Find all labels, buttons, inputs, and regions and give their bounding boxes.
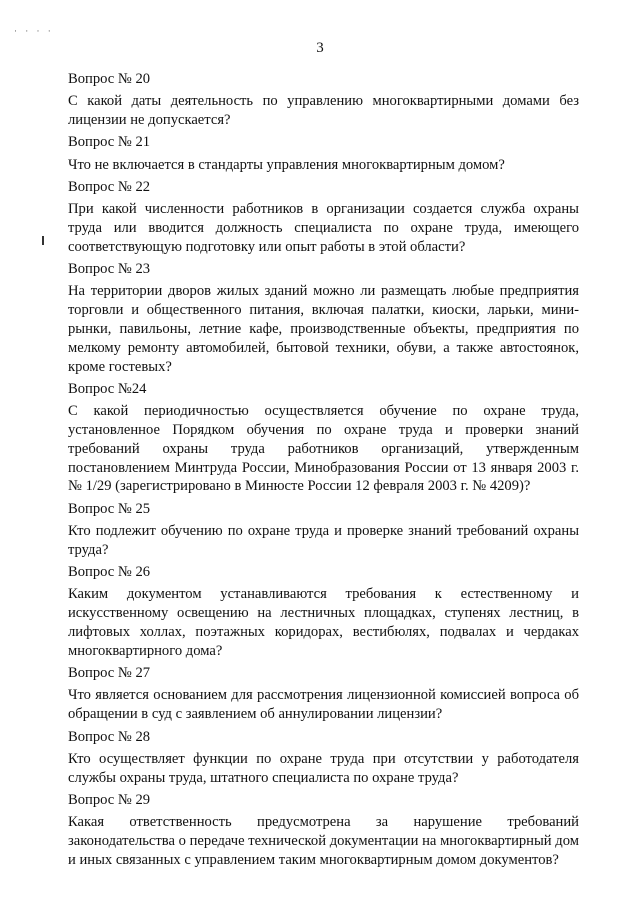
question-text: С какой периодичностью осуществляется обучение по охране труда, установленное Порядком обучения по охране труда и проверки знаний требований охраны труда работников организаций, утвержденным постановлением Минтруда России, Минобразования России от 13 января 2003 г. № 1/29 (зарегистрировано в Минюсте России 12 февраля 2003 г. № 4209)? bbox=[68, 403, 579, 495]
question-list bbox=[68, 70, 579, 873]
question-label: Вопрос № 27 bbox=[68, 665, 151, 682]
question-item bbox=[68, 70, 579, 130]
question-label: Вопрос №24 bbox=[68, 380, 147, 397]
question-text: Какая ответственность предусмотрена за нарушение требований законодательства о передаче технической документации на многоквартирный дом и иных связанных с управлением таким многоквартирным домом документов? bbox=[68, 814, 579, 868]
question-text: На территории дворов жилых зданий можно ли размещать любые предприятия торговли и общественного питания, включая палатки, киоски, ларьки, мини-рынки, павильоны, летние кафе, производственные объекты, предприятия по мелкому ремонту автомобилей, бытовой техники, обуви, а также автостоянок, кроме гостевых? bbox=[68, 283, 579, 375]
question-label: Вопрос № 20 bbox=[68, 71, 151, 87]
question-label: Вопрос № 22 bbox=[68, 178, 151, 195]
question-label: Вопрос № 23 bbox=[68, 261, 151, 278]
question-text: С какой даты деятельность по управлению многоквартирными домами без лицензии не допускается? bbox=[68, 93, 579, 129]
question-label: Вопрос № 29 bbox=[68, 791, 151, 808]
question-label: Вопрос № 28 bbox=[68, 728, 151, 745]
question-item bbox=[68, 500, 579, 560]
question-item bbox=[68, 133, 579, 174]
question-label: Вопрос № 21 bbox=[68, 134, 151, 151]
question-label: Вопрос № 26 bbox=[68, 564, 151, 581]
question-item bbox=[68, 380, 579, 496]
question-item bbox=[68, 563, 579, 660]
question-text: Каким документом устанавливаются требования к естественному и искусственному освещению на лестничных площадках, ступенях лестниц, в лифтовых холлах, поэтажных коридорах, вестибюлях, подвалах и чердаках многоквартирного дома? bbox=[68, 586, 579, 659]
question-text: При какой численности работников в организации создается служба охраны труда или вводится должность специалиста по охране труда, имеющего соответствующую подготовку или опыт работы в этой области? bbox=[68, 201, 579, 255]
question-item bbox=[68, 791, 579, 870]
question-text: Что является основанием для рассмотрения лицензионной комиссией вопроса об обращении в суд с заявлением об аннулировании лицензии? bbox=[68, 687, 579, 723]
question-text: Кто осуществляет функции по охране труда при отсутствии у работодателя службы охраны труда, штатного специалиста по охране труда? bbox=[68, 750, 579, 786]
question-text: Кто подлежит обучению по охране труда и проверке знаний требований охраны труда? bbox=[68, 523, 579, 558]
question-item bbox=[68, 728, 579, 788]
question-item bbox=[68, 260, 579, 376]
question-label: Вопрос № 25 bbox=[68, 500, 151, 517]
scan-artifact: · · · · bbox=[14, 26, 54, 36]
question-text: Что не включается в стандарты управления многоквартирным домом? bbox=[68, 156, 505, 173]
question-item bbox=[68, 664, 579, 724]
question-item bbox=[68, 178, 579, 257]
margin-mark bbox=[42, 236, 44, 245]
page-number: 3 bbox=[316, 40, 324, 56]
